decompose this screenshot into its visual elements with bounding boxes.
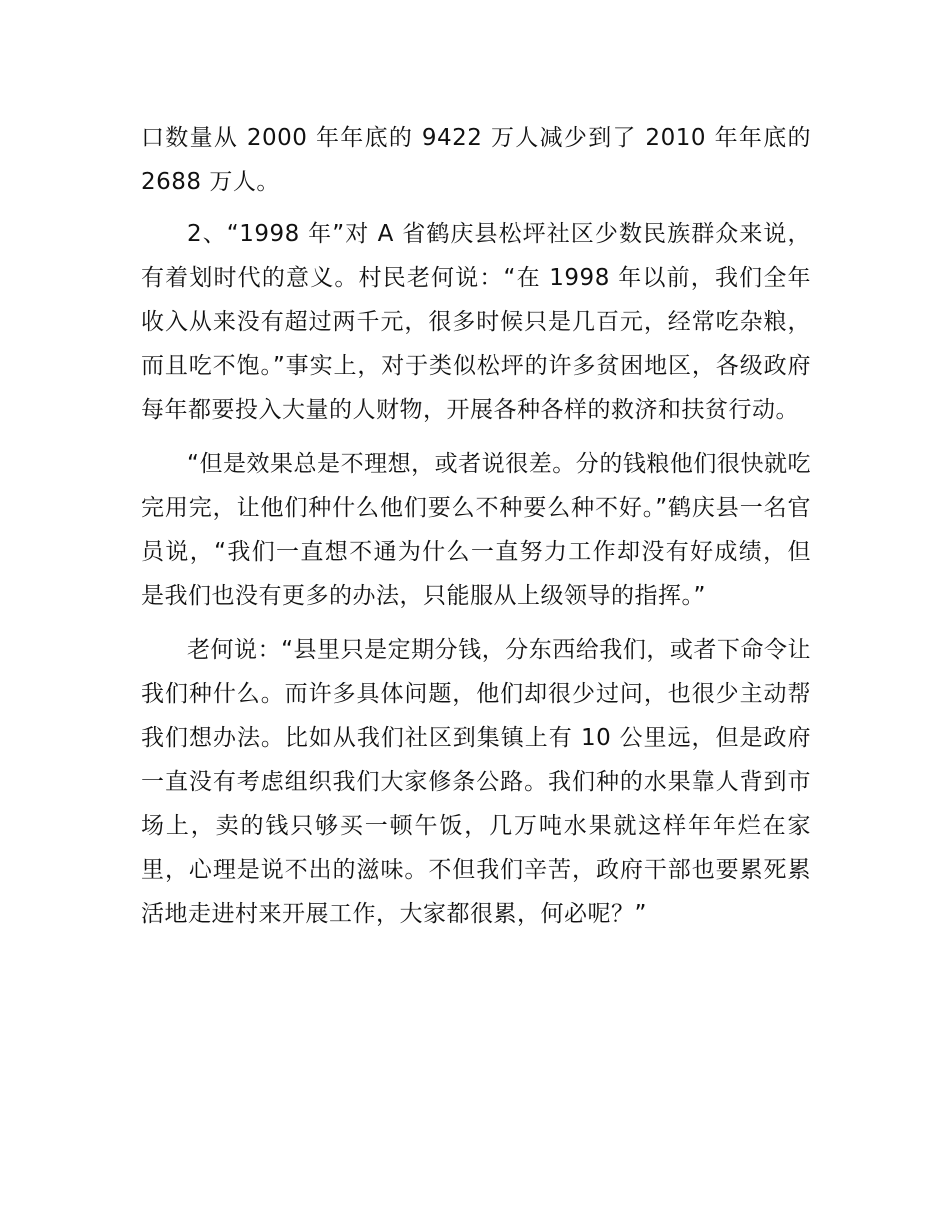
paragraph-1998-significance: 2、“1998 年”对 A 省鹤庆县松坪社区少数民族群众来说，有着划时代的意义。村民老何说：“在 1998 年以前，我们全年收入从来没有超过两千元，很多时候只是几百元，经常吃杂粮，而且吃不饱。”事实上，对于类似松坪的许多贫困地区，各级政府每年都要投入大量的人财物，开展各种各样的救济和扶贫行动。: [141, 221, 811, 423]
document-body: [141, 116, 811, 946]
paragraph-official-quote: “但是效果总是不理想，或者说很差。分的钱粮他们很快就吃完用完，让他们种什么他们要么不种要么种不好。”鹤庆县一名官员说，“我们一直想不通为什么一直努力工作却没有好成绩，但是我们也没有更多的办法，只能服从上级领导的指挥。”: [141, 451, 811, 609]
paragraph-villager-quote: 老何说：“县里只是定期分钱，分东西给我们，或者下命令让我们种什么。而许多具体问题，他们却很少过问，也很少主动帮我们想办法。比如从我们社区到集镇上有 10 公里远，但是政府一直没有考虑组织我们大家修条公路。我们种的水果靠人背到市场上，卖的钱只够买一顿午饭，几万吨水果就这样年年烂在家里，心理是说不出的滋味。不但我们辛苦，政府干部也要累死累活地走进村来开展工作，大家都很累，何必呢？”: [141, 637, 811, 927]
paragraph-continuation: 口数量从 2000 年年底的 9422 万人减少到了 2010 年年底的 2688 万人。: [141, 125, 811, 195]
